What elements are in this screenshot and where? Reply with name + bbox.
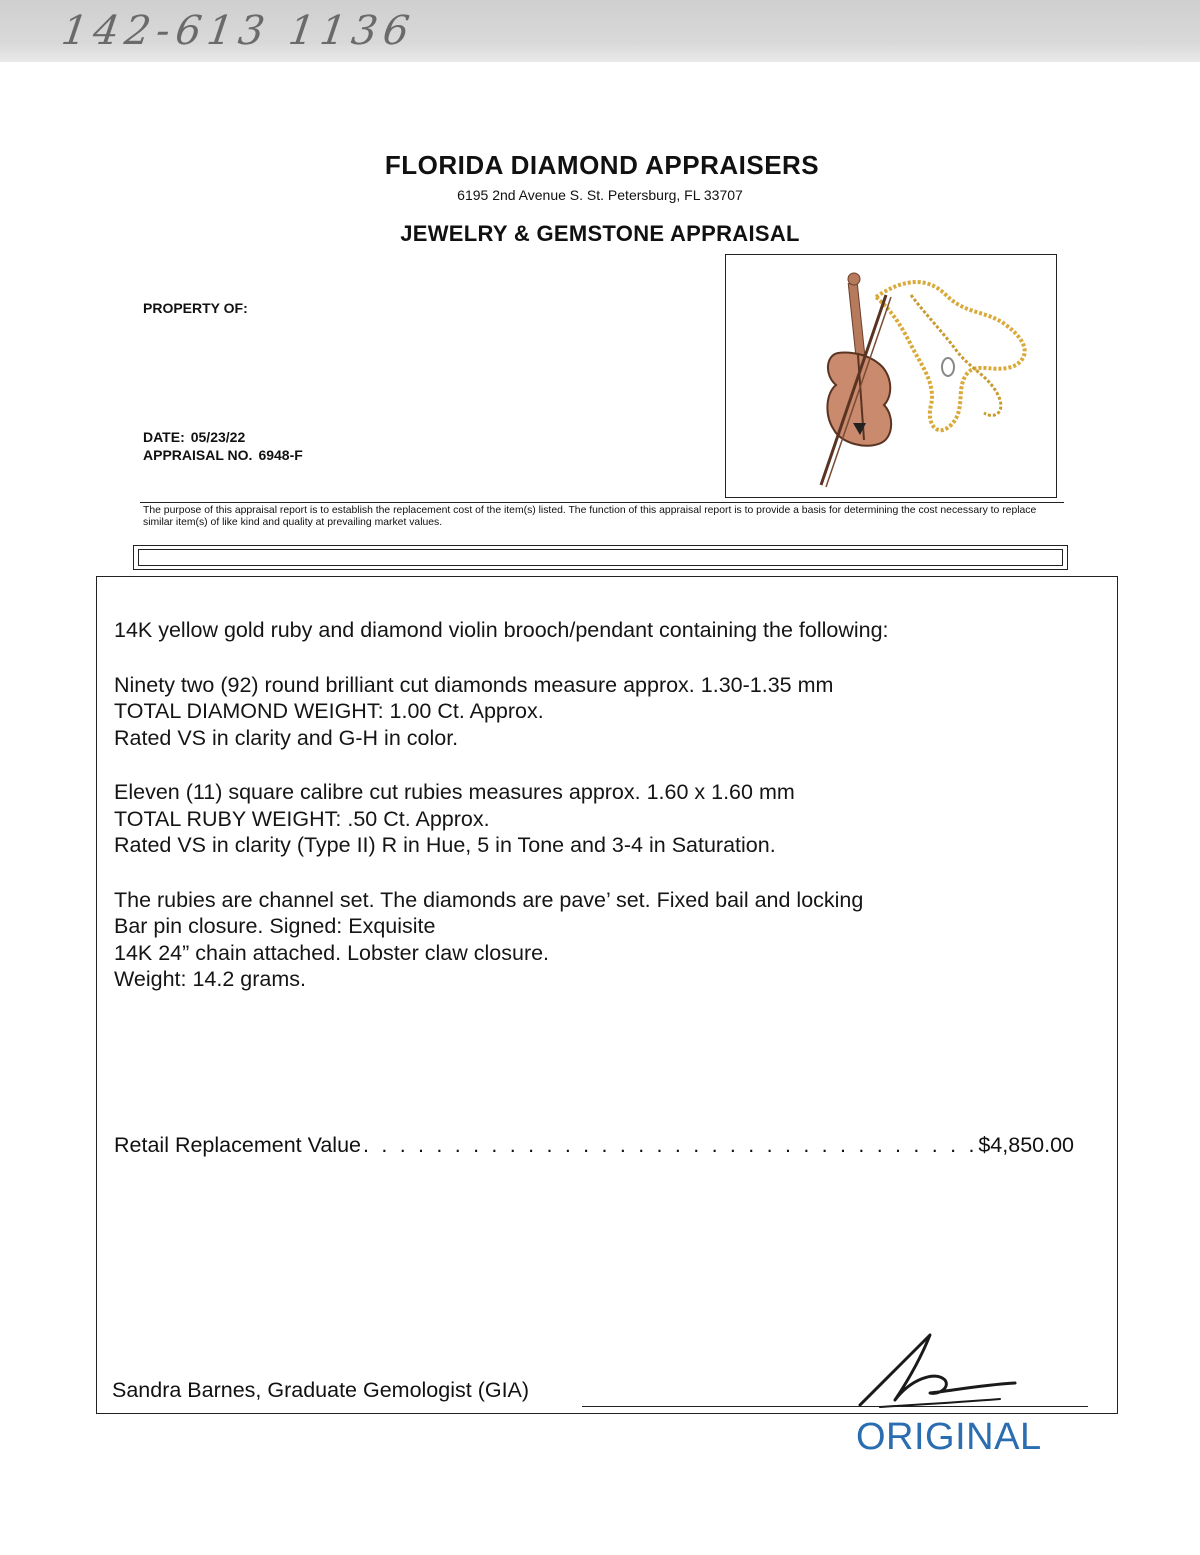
retail-value-amount: $4,850.00 <box>978 1133 1074 1157</box>
purpose-statement: The purpose of this appraisal report is to establish the replacement cost of the item(s) listed. The function of this appraisal report is to provide a basis for determining the cost necessary to replace similar item(s) of like kind and quality at prevailing market values. <box>143 505 1037 528</box>
date-value: 05/23/22 <box>190 429 246 445</box>
ruby-line: Rated VS in clarity (Type II) R in Hue, 5 in Tone and 3-4 in Saturation. <box>114 833 776 857</box>
detail-line: Weight: 14.2 grams. <box>114 967 306 991</box>
detail-line: The rubies are channel set. The diamonds are pave’ set. Fixed bail and locking <box>114 887 864 912</box>
appraisal-number-value: 6948-F <box>258 447 303 463</box>
property-of-label: PROPERTY OF: <box>143 300 248 316</box>
purpose-rule <box>140 502 1064 503</box>
chain-shape <box>876 282 1025 430</box>
violin-neck <box>848 283 864 356</box>
dot-leader <box>363 1133 974 1158</box>
detail-line: 14K 24” chain attached. Lobster claw closure. <box>114 940 550 965</box>
double-border-bar <box>133 545 1068 570</box>
company-name: FLORIDA DIAMOND APPRAISERS <box>384 150 820 180</box>
chain-strand <box>911 295 1001 415</box>
item-description <box>114 617 1094 993</box>
ruby-line: TOTAL RUBY WEIGHT: .50 Ct. Approx. <box>114 806 490 831</box>
appraisal-number-label: APPRAISAL NO. <box>143 447 253 463</box>
company-address: 6195 2nd Avenue S. St. Petersburg, FL 33707 <box>457 187 743 203</box>
retail-value-label: Retail Replacement Value <box>114 1133 361 1157</box>
diamond-line: Ninety two (92) round brilliant cut diamonds measure approx. 1.30-1.35 mm <box>114 672 834 697</box>
signer-name: Sandra Barnes, Graduate Gemologist (GIA) <box>112 1378 530 1402</box>
handwritten-signature <box>850 1325 1030 1420</box>
appraisal-meta <box>143 428 303 464</box>
document-header <box>0 150 1200 247</box>
ruby-line: Eleven (11) square calibre cut rubies measures approx. 1.60 x 1.60 mm <box>114 780 795 804</box>
diamond-line: TOTAL DIAMOND WEIGHT: 1.00 Ct. Approx. <box>114 699 544 723</box>
date-row <box>143 428 303 446</box>
diamond-line: Rated VS in clarity and G-H in color. <box>114 725 459 750</box>
date-label: DATE: <box>143 429 185 445</box>
appraisal-number-row <box>143 446 303 464</box>
item-photo <box>725 254 1057 498</box>
original-stamp: ORIGINAL <box>856 1416 1042 1458</box>
violin-scroll <box>848 273 860 285</box>
description-intro: 14K yellow gold ruby and diamond violin brooch/pendant containing the following: <box>114 618 889 642</box>
report-title: JEWELRY & GEMSTONE APPRAISAL <box>400 221 800 246</box>
retail-value-row <box>114 1133 1074 1158</box>
double-border-inner <box>138 549 1063 566</box>
handwritten-note: 142-613 1136 <box>58 8 418 54</box>
violin-pendant-illustration <box>726 255 1056 497</box>
detail-line: Bar pin closure. Signed: Exquisite <box>114 914 436 938</box>
lobster-clasp <box>942 358 954 376</box>
